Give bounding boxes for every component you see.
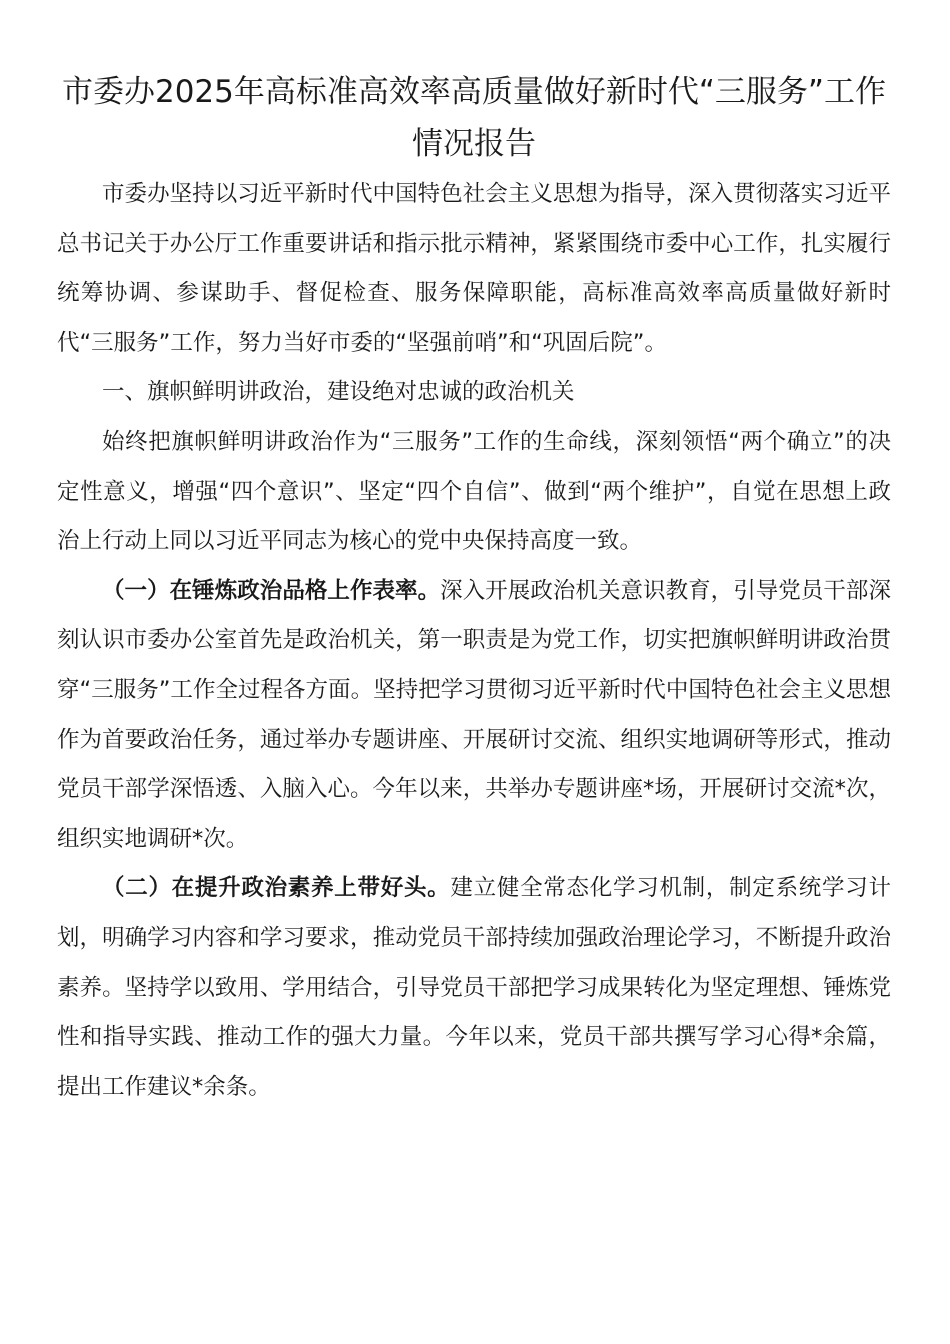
subsection-text-2: 建立健全常态化学习机制，制定系统学习计划，明确学习内容和学习要求，推动党员干部持续加强政治理论学习，不断提升政治素养。坚持学以致用、学用结合，引导党员干部把学习成果转化为坚定理想、锤炼党性和指导实践、推动工作的强大力量。今年以来，党员干部共撰写学习心得*余篇，提出工作建议*余条。 [57, 875, 891, 1100]
document-title: 市委办2025年高标准高效率高质量做好新时代“三服务”工作情况报告 [61, 74, 886, 162]
subsection-paragraph-2 [57, 864, 891, 1112]
section-paragraph: 始终把旗帜鲜明讲政治作为“三服务”工作的生命线，深刻领悟“两个确立”的决定性意义，增强“四个意识”、坚定“四个自信”、做到“两个维护”，自觉在思想上政治上行动上同以习近平同志为核心的党中央保持高度一致。 [57, 428, 891, 555]
subsection-lead-2: （二）在提升政治素养上带好头。 [102, 875, 451, 902]
subsection-text-1: 深入开展政治机关意识教育，引导党员干部深刻认识市委办公室首先是政治机关，第一职责是为党工作，切实把旗帜鲜明讲政治贯穿“三服务”工作全过程各方面。坚持把学习贯彻习近平新时代中国特色社会主义思想作为首要政治任务，通过举办专题讲座、开展研讨交流、组织实地调研等形式，推动党员干部学深悟透、入脑入心。今年以来，共举办专题讲座*场，开展研讨交流*次，组织实地调研*次。 [57, 577, 891, 852]
document-page [57, 66, 891, 1112]
intro-paragraph: 市委办坚持以习近平新时代中国特色社会主义思想为指导，深入贯彻落实习近平总书记关于办公厅工作重要讲话和指示批示精神，紧紧围绕市委中心工作，扎实履行统筹协调、参谋助手、督促检查、服务保障职能，高标准高效率高质量做好新时代“三服务”工作，努力当好市委的“坚强前哨”和“巩固后院”。 [57, 181, 891, 356]
section-heading: 一、旗帜鲜明讲政治，建设绝对忠诚的政治机关 [102, 379, 575, 406]
subsection-lead-1: （一）在锤炼政治品格上作表率。 [102, 577, 441, 604]
subsection-paragraph-1 [57, 567, 891, 865]
